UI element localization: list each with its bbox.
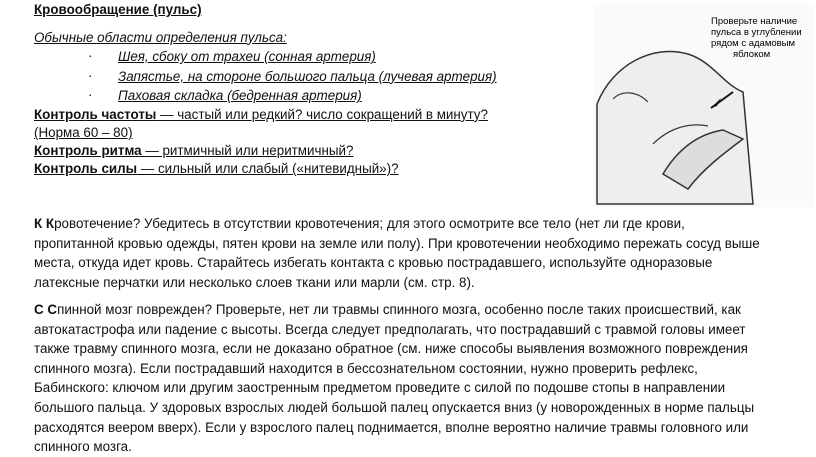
spine-line: автокатастрофа или падение с высоты. Всегда следует предполагать, что пострадавший с травмой головы имеет: [34, 321, 746, 337]
bleeding-line: пропитанной кровью одежды, пятен крови на земле или полу). При кровотечении необходимо пережать сосуд выше: [34, 235, 760, 251]
bleeding-line-text: ровотечение? Убедитесь в отсутствии кровотечения; для этого осмотрите все тело (нет ли где крови,: [54, 216, 685, 231]
spine-line: [34, 300, 812, 320]
bleeding-letter: К: [34, 216, 43, 231]
bleeding-line: места, откуда идет кровь. Старайтесь избегать контакта с кровью пострадавшего, используйте одноразовые: [34, 255, 713, 271]
rhythm-text: — ритмичный или неритмичный?: [141, 142, 354, 158]
spine-initial: С: [47, 302, 58, 317]
section-heading: Кровообращение (пульс): [34, 2, 202, 17]
spine-line: Бабинского: ключом или другим заостренным предметом проведите с силой по подошве стопы в направлении: [34, 380, 726, 396]
figure-caption-line: яблоком: [733, 49, 771, 60]
figure-caption-line: пульса в углублении: [711, 27, 802, 38]
bleeding-initial: К: [45, 216, 55, 231]
area-item-wrist: [34, 67, 497, 87]
spine-line: большого пальца. У здоровых взрослых людей большой палец опускается вниз (у новорожденных в норме пальцы: [34, 399, 755, 415]
bullet: ·: [88, 67, 93, 83]
rhythm-label: Контроль ритма: [34, 142, 142, 158]
rate-label: Контроль частоты: [34, 106, 157, 122]
bullet: ·: [88, 87, 93, 103]
spine-paragraph: [34, 300, 812, 457]
norm-text: (Норма 60 – 80): [34, 124, 133, 140]
rhythm-control: [34, 142, 497, 160]
spine-letter: С: [34, 302, 44, 317]
spine-line: спинного мозга). Если пострадавший находится в бессознательном состоянии, нужно проверить рефлекс,: [34, 360, 698, 376]
area-item-groin: [34, 86, 497, 106]
spine-line: спинного мозга.: [34, 439, 132, 455]
area-item-label: Паховая складка (бедренная артерия): [118, 88, 362, 104]
spine-line: расходятся веером вверх). Если у взрослого палец поднимается, вполне вероятно наличие травмы головного или: [34, 419, 749, 435]
strength-text: — сильный или слабый («нитевидный»)?: [137, 160, 399, 176]
area-item-label: Шея, сбоку от трахеи (сонная артерия): [118, 49, 376, 65]
pulse-check-illustration: [593, 4, 815, 207]
bleeding-line: латексные перчатки или несколько слоев ткани или марли (см. стр. 8).: [34, 274, 475, 290]
bleeding-line: [34, 214, 812, 234]
spine-line-text: пинной мозг поврежден? Проверьте, нет ли травмы спинного мозга, особенно после таких происшествий, как: [57, 302, 741, 317]
bullet: ·: [88, 48, 93, 64]
figure-caption-line: Проверьте наличие: [711, 16, 798, 27]
figure-caption-line: рядом с адамовым: [711, 38, 796, 49]
rate-control: [34, 106, 497, 124]
strength-label: Контроль силы: [34, 160, 138, 176]
bleeding-paragraph: [34, 214, 812, 292]
area-item-neck: [34, 47, 497, 67]
spine-line: также травму спинного мозга, если не доказано обратное (см. ниже способы выявления возможного повреждения: [34, 341, 748, 357]
area-item-label: Запястье, на стороне большого пальца (лучевая артерия): [118, 68, 497, 84]
areas-title: Обычные области определения пульса:: [34, 29, 287, 45]
strength-control: [34, 160, 497, 178]
rate-text: — частый или редкий? число сокращений в минуту?: [156, 106, 488, 122]
pulse-section: [34, 0, 497, 178]
